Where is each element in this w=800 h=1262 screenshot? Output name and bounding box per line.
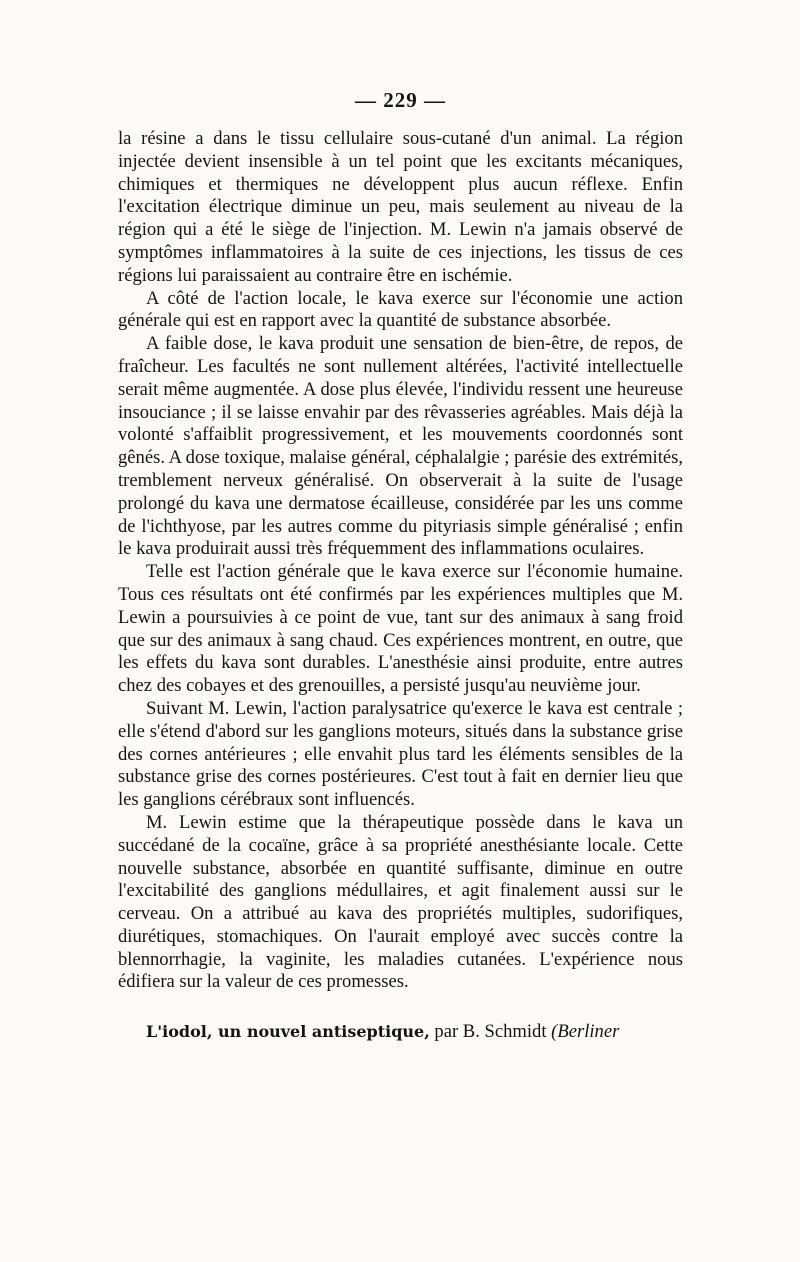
paragraph-3: A faible dose, le kava produit une sensation de bien-être, de repos, de fraîcheur. Les facultés ne sont nullement altérées, l'activité intellectuelle serait même augmentée. A dose plus élevée, l'individu ressent une heureuse insouciance ; il se laisse envahir par des rêvasseries agréables. Mais déjà la volonté s'affaiblit progressivement, et les mouvements coordonnés sont gênés. A dose toxique, malaise général, céphalalgie ; parésie des extrémités, tremblement nerveux généralisé. On observerait à la suite de l'usage prolongé du kava une dermatose écailleuse, considérée par les uns comme de l'ichthyose, par les autres comme du pityriasis simple généralisé ; enfin le kava produirait aussi très fréquemment des inflammations oculaires. (118, 333, 683, 560)
body-text (118, 128, 683, 994)
book-page (118, 86, 683, 1044)
paragraph-1: la résine a dans le tissu cellulaire sous-cutané d'un animal. La région injectée devient insensible à un tel point que les excitants mécaniques, chimiques et thermiques ne développent plus aucun réflexe. Enfin l'excitation électrique diminue un peu, mais seulement au niveau de la région qui a été le siège de l'injection. M. Lewin n'a jamais observé de symptômes inflammatoires à la suite de ces injections, les tissus de ces régions lui paraissaient au contraire être en ischémie. (118, 128, 683, 286)
article-title: L'iodol, un nouvel antiseptique, (146, 1022, 430, 1042)
paragraph-2: A côté de l'action locale, le kava exerce sur l'économie une action générale qui est en rapport avec la quantité de substance absorbée. (118, 287, 683, 332)
paragraph-4: Telle est l'action générale que le kava exerce sur l'économie humaine. Tous ces résultats ont été confirmés par les expériences multiples que M. Lewin a poursuivies à ce point de vue, tant sur des animaux à sang froid que sur des animaux à sang chaud. Ces expériences montrent, en outre, que les effets du kava sont durables. L'anesthésie ainsi produite, entre autres chez des cobayes et des grenouilles, a persisté jusqu'au neuvième jour. (118, 561, 683, 697)
paragraph-6: M. Lewin estime que la thérapeutique possède dans le kava un succédané de la cocaïne, grâce à sa propriété anesthésiante locale. Cette nouvelle substance, absorbée en quantité suffisante, diminue en outre l'excitabilité des ganglions médullaires, et agit finalement aussi sur le cerveau. On a attribué au kava des propriétés multiples, sudorifiques, diurétiques, stomachiques. On l'aurait employé avec succès contre la blennorrhagie, la vaginite, les maladies cutanées. L'expérience nous édifiera sur la valeur de ces promesses. (118, 811, 683, 993)
next-article-heading (118, 1021, 683, 1044)
article-byline: par B. Schmidt (434, 1021, 547, 1043)
paragraph-5: Suivant M. Lewin, l'action paralysatrice qu'exerce le kava est centrale ; elle s'étend d'abord sur les ganglions moteurs, situés dans la substance grise des cornes antérieures ; elle envahit plus tard les éléments sensibles de la substance grise des cornes postérieures. C'est tout à fait en dernier lieu que les ganglions cérébraux sont influencés. (118, 697, 683, 811)
article-source: (Berliner (551, 1021, 620, 1043)
page-number: — 229 — (355, 88, 446, 112)
